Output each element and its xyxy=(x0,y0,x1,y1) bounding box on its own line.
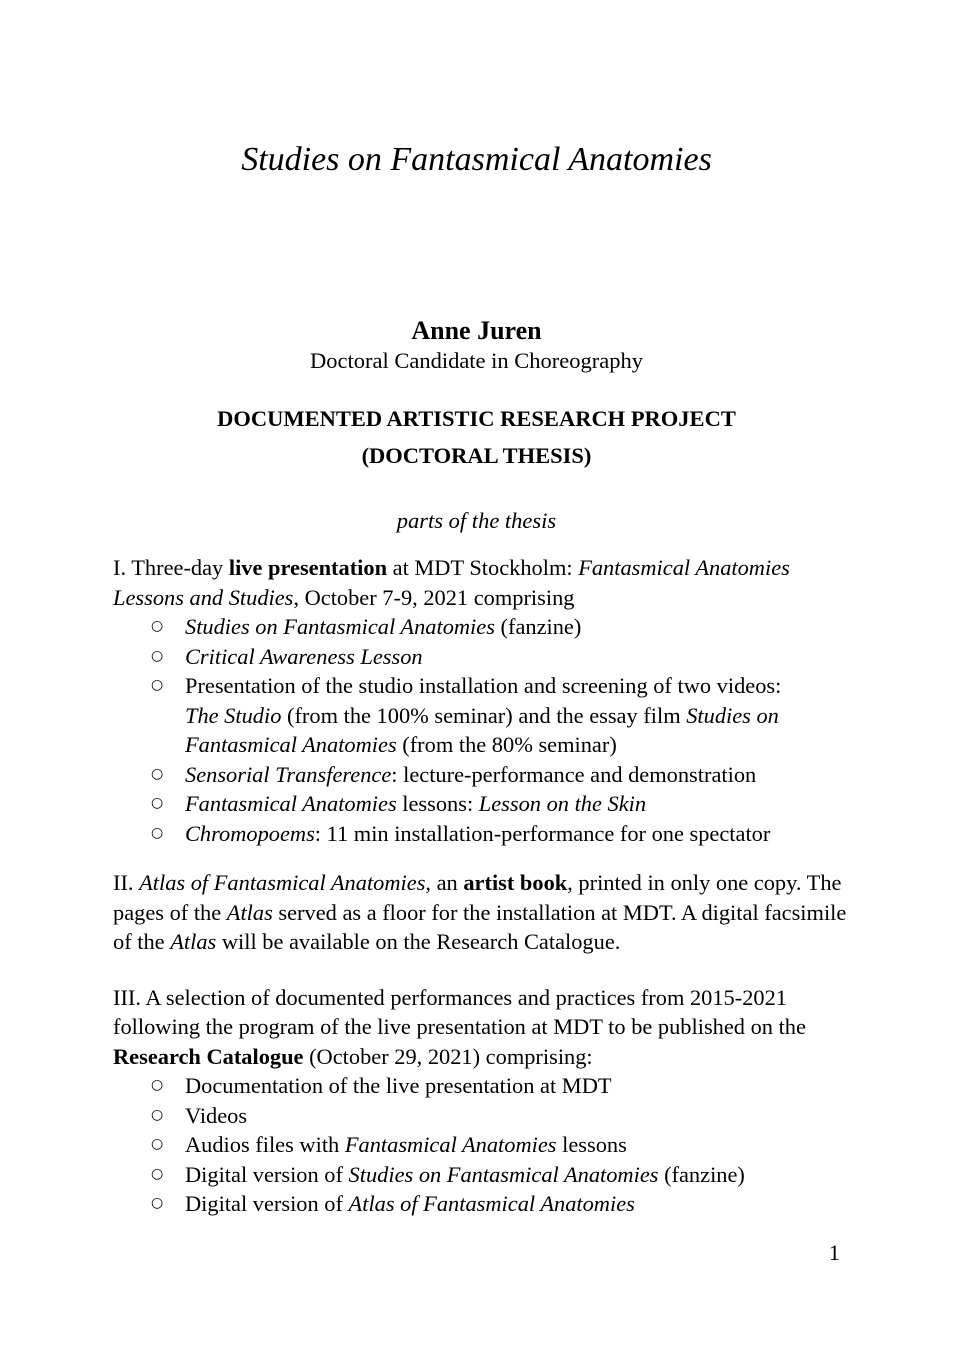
list-item-text: Documentation of the live presentation at MDT xyxy=(185,1073,612,1098)
list-item xyxy=(113,1160,840,1190)
list-item-text: Audios files with Fantasmical Anatomies lessons xyxy=(185,1132,627,1157)
circle-bullet-icon: ○ xyxy=(151,677,164,693)
circle-bullet-icon: ○ xyxy=(151,647,164,664)
circle-bullet-icon: ○ xyxy=(151,1136,164,1152)
list-item-text: Studies on Fantasmical Anatomies (fanzine) xyxy=(185,614,582,639)
list-item-text: Critical Awareness Lesson xyxy=(185,643,423,669)
list-item-text: Digital version of Atlas of Fantasmical Anatomies xyxy=(185,1191,635,1216)
list-item xyxy=(113,671,840,760)
section-2-paragraph: II. Atlas of Fantasmical Anatomies, an artist book, printed in only one copy. The pages of the Atlas served as a floor for the installation at MDT. A digital facsimile of the Atlas will be available on the Research Catalogue. xyxy=(113,870,847,954)
page-number: 1 xyxy=(828,1239,840,1265)
author-role: Doctoral Candidate in Choreography xyxy=(309,348,644,373)
section-1-paragraph: I. Three-day live presentation at MDT Stockholm: Fantasmical Anatomies Lessons and Studies, October 7-9, 2021 comprising xyxy=(113,555,790,610)
project-heading: DOCUMENTED ARTISTIC RESEARCH PROJECT xyxy=(217,406,736,431)
list-item xyxy=(113,760,840,790)
circle-bullet-icon: ○ xyxy=(151,1165,164,1182)
list-item xyxy=(113,819,840,849)
list-item-text: Videos xyxy=(185,1102,248,1128)
circle-bullet-icon: ○ xyxy=(151,618,164,634)
parts-of-thesis-label: parts of the thesis xyxy=(396,508,557,533)
list-item-text: Presentation of the studio installation and screening of two videos: The Studio (from the 100% seminar) and the essay film Studies on Fantasmical Anatomies (from the 80% seminar) xyxy=(185,673,782,757)
section-3-bullet-list xyxy=(113,1071,840,1219)
circle-bullet-icon: ○ xyxy=(151,765,164,782)
section-3-paragraph: III. A selection of documented performances and practices from 2015-2021 following the program of the live presentation at MDT to be published on the Research Catalogue (October 29, 2021) comprising: xyxy=(113,984,806,1069)
section-1-bullet-list xyxy=(113,612,840,848)
list-item-text: Sensorial Transference: lecture-performance and demonstration xyxy=(185,761,757,787)
list-item xyxy=(113,612,840,642)
project-subheading: (DOCTORAL THESIS) xyxy=(361,443,592,468)
circle-bullet-icon: ○ xyxy=(151,1077,164,1093)
circle-bullet-icon: ○ xyxy=(151,824,164,841)
list-item-text: Chromopoems: 11 min installation-performance for one spectator xyxy=(185,820,771,846)
list-item xyxy=(113,789,840,819)
circle-bullet-icon: ○ xyxy=(151,1106,164,1123)
document-title: Studies on Fantasmical Anatomies xyxy=(241,141,712,178)
list-item xyxy=(113,1101,840,1131)
list-item xyxy=(113,1071,840,1101)
circle-bullet-icon: ○ xyxy=(151,1195,164,1211)
list-item xyxy=(113,1189,840,1219)
list-item xyxy=(113,642,840,672)
list-item xyxy=(113,1130,840,1160)
list-item-text: Fantasmical Anatomies lessons: Lesson on the Skin xyxy=(185,791,647,816)
list-item-text: Digital version of Studies on Fantasmical Anatomies (fanzine) xyxy=(185,1161,745,1187)
author-name: Anne Juren xyxy=(411,316,542,345)
circle-bullet-icon: ○ xyxy=(151,795,164,811)
